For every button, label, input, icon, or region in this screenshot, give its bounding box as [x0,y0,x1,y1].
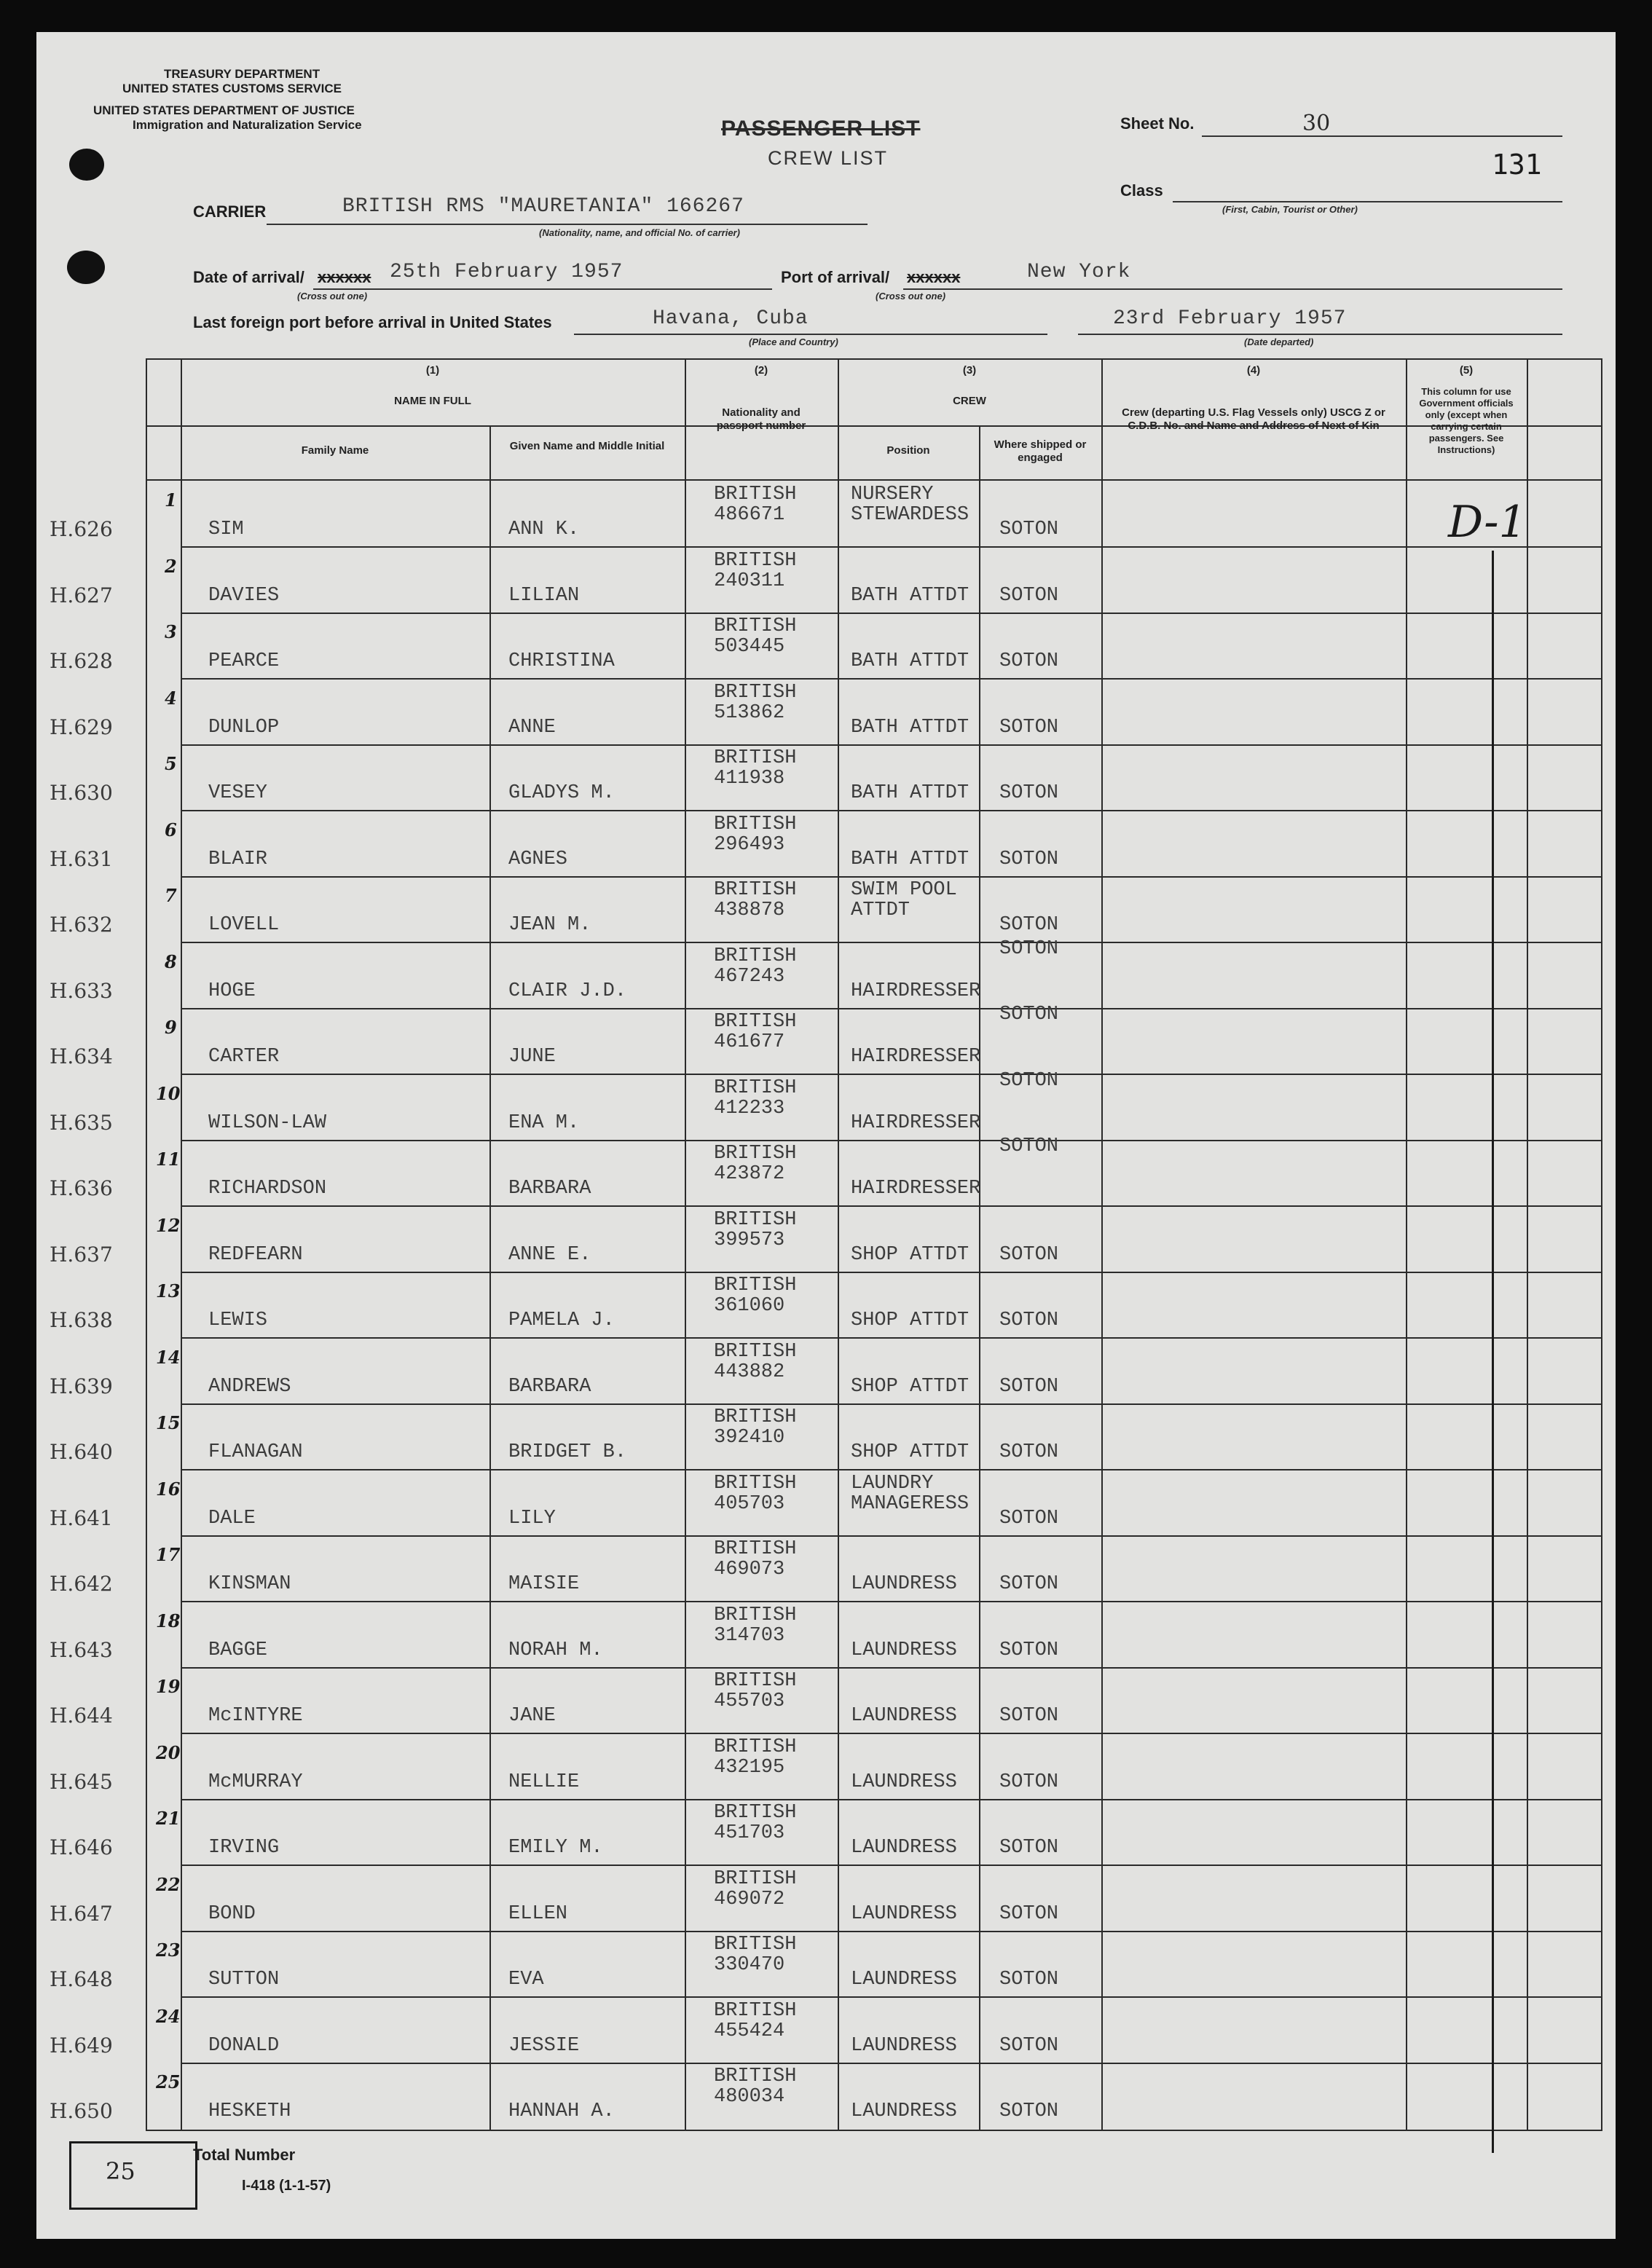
family-name: VESEY [208,782,268,805]
port-value: New York [1027,261,1131,283]
row-reference: H.632 [50,913,113,937]
given-name: LILY [508,1507,556,1529]
given-name: BRIDGET B. [508,1441,627,1464]
col3-title: CREW [953,395,986,407]
passport-number: 467243 [714,965,785,988]
family-name: FLANAGAN [208,1441,303,1464]
agency-line: UNITED STATES DEPARTMENT OF JUSTICE [93,103,355,117]
col1-title: NAME IN FULL [394,395,471,407]
position: LAUNDRESS [851,1837,957,1859]
total-value: 25 [106,2157,135,2185]
nationality: BRITISH [714,1999,797,2022]
family-name: DUNLOP [208,716,280,739]
given-name: EVA [508,1969,544,1991]
passport-number: 412233 [714,1097,785,1119]
given-name: ANNE [508,716,556,739]
where-shipped: SOTON [999,914,1059,937]
row-divider [181,1667,1601,1669]
row-divider [181,1535,1601,1537]
family-name: SIM [208,519,244,541]
family-name: McINTYRE [208,1705,303,1728]
last-port-hint: (Place and Country) [749,336,838,347]
position: SHOP ATTDT [851,1441,969,1464]
given-name: MAISIE [508,1573,580,1596]
row-reference: H.626 [50,517,113,542]
row-reference: H.638 [50,1308,113,1333]
agency-line: Immigration and Naturalization Service [133,118,362,132]
where-shipped: SOTON [999,584,1059,607]
row-reference: H.645 [50,1769,113,1794]
agency-line: UNITED STATES CUSTOMS SERVICE [122,82,342,95]
row-number: 18 [156,1610,181,1631]
col3-number: (3) [962,364,977,377]
position: BATH ATTDT [851,584,969,607]
position: BATH ATTDT [851,716,969,739]
row-divider [181,1337,1601,1339]
row-divider [181,1996,1601,1998]
position-line1: SWIM POOL [851,879,957,902]
given-name: ENA M. [508,1111,580,1134]
family-name: KINSMAN [208,1573,291,1596]
nationality: BRITISH [714,1538,797,1561]
row-number: 2 [165,555,177,577]
col2-number: (2) [754,364,768,377]
punch-hole-mark [67,251,105,284]
row-reference: H.642 [50,1572,113,1596]
nationality: BRITISH [714,1340,797,1363]
port-cross-hint: (Cross out one) [876,291,946,302]
col-where-shipped: Where shipped or engaged [994,438,1087,464]
class-hint: (First, Cabin, Tourist or Other) [1222,204,1358,215]
carrier-label: CARRIER [193,202,267,221]
row-divider [181,1733,1601,1734]
given-name: PAMELA J. [508,1310,615,1332]
form-title: CREW LIST [768,147,889,169]
col4-number: (4) [1246,364,1261,377]
row-reference: H.640 [50,1440,113,1465]
where-shipped: SOTON [999,937,1059,960]
where-shipped: SOTON [999,1639,1059,1661]
row-number: 9 [165,1017,177,1039]
arrival-date-value: 25th February 1957 [390,261,624,283]
given-name: GLADYS M. [508,782,615,805]
position: MANAGERESS [851,1492,969,1515]
row-reference: H.643 [50,1637,113,1662]
position: STEWARDESS [851,504,969,527]
family-name: DONALD [208,2034,280,2057]
where-shipped: SOTON [999,1507,1059,1529]
col-given-name: Given Name and Middle Initial [509,440,665,452]
where-shipped: SOTON [999,1135,1059,1158]
family-name: BOND [208,1902,256,1925]
passport-number: 443882 [714,1361,785,1383]
col5-number: (5) [1459,364,1474,377]
arrival-date-label: Date of arrival/ [193,268,304,286]
date-departed-value: 23rd February 1957 [1113,307,1347,330]
row-divider [181,1008,1601,1009]
passport-number: 330470 [714,1954,785,1977]
col4-title: Crew (departing U.S. Flag Vessels only) USCG Z or C.D.B. No. and Name and Address of Next of Kin [1122,406,1385,432]
family-name: SUTTON [208,1969,280,1991]
family-name: REDFEARN [208,1243,303,1266]
passport-number: 513862 [714,701,785,724]
row-reference: H.648 [50,1967,113,1992]
position: HAIRDRESSER [851,1178,981,1200]
passport-number: 486671 [714,504,785,527]
sheet-label: Sheet No. [1120,114,1195,133]
nationality: BRITISH [714,1406,797,1429]
passport-number: 392410 [714,1427,785,1449]
family-name: McMURRAY [208,1771,303,1793]
position: HAIRDRESSER [851,1111,981,1134]
row-divider [181,876,1601,878]
row-reference: H.639 [50,1374,113,1398]
family-name: CARTER [208,1046,280,1068]
where-shipped: SOTON [999,1969,1059,1991]
row-reference: H.630 [50,781,113,806]
annotation-d1: D-1 [1448,497,1527,548]
row-reference: H.634 [50,1044,113,1069]
row-divider [181,1140,1601,1141]
passport-number: 438878 [714,899,785,922]
where-shipped: SOTON [999,650,1059,673]
class-label: Class [1120,181,1163,200]
where-shipped: SOTON [999,716,1059,739]
nationality: BRITISH [714,1802,797,1824]
where-shipped: SOTON [999,1243,1059,1266]
row-reference: H.629 [50,714,113,739]
row-number: 20 [156,1741,181,1763]
col-family-name: Family Name [301,444,369,457]
given-name: ANN K. [508,519,580,541]
given-name: EMILY M. [508,1837,603,1859]
where-shipped: SOTON [999,1069,1059,1092]
family-name: BAGGE [208,1639,268,1661]
row-divider [181,1865,1601,1866]
where-shipped: SOTON [999,848,1059,870]
where-shipped: SOTON [999,1441,1059,1464]
row-divider [181,1074,1601,1075]
given-name: JUNE [508,1046,556,1068]
passport-number: 451703 [714,1822,785,1845]
nationality: BRITISH [714,1275,797,1297]
where-shipped: SOTON [999,1310,1059,1332]
position: LAUNDRESS [851,2100,957,2122]
row-divider [181,810,1601,811]
position: SHOP ATTDT [851,1375,969,1398]
nationality: BRITISH [714,1736,797,1758]
passport-number: 480034 [714,2086,785,2108]
where-shipped: SOTON [999,2034,1059,2057]
passport-number: 503445 [714,636,785,658]
port-label: Port of arrival/ [781,268,890,286]
where-shipped: SOTON [999,2100,1059,2122]
where-shipped: SOTON [999,1705,1059,1728]
position: LAUNDRESS [851,1969,957,1991]
where-shipped: SOTON [999,1375,1059,1398]
last-port-label: Last foreign port before arrival in United States [193,313,552,331]
family-name: LEWIS [208,1310,268,1332]
position: HAIRDRESSER [851,1046,981,1068]
row-reference: H.650 [50,2099,113,2123]
row-number: 13 [156,1280,181,1302]
agency-line: TREASURY DEPARTMENT [164,67,320,81]
where-shipped: SOTON [999,782,1059,805]
position: LAUNDRESS [851,1639,957,1661]
arrival-date-struck: xxxxxx [318,268,371,286]
row-divider [181,546,1601,548]
position: LAUNDRESS [851,1902,957,1925]
nationality: BRITISH [714,1934,797,1956]
given-name: BARBARA [508,1178,591,1200]
col1-number: (1) [425,364,440,377]
passport-number: 399573 [714,1229,785,1251]
row-number: 6 [165,819,177,840]
family-name: ANDREWS [208,1375,291,1398]
row-divider [181,1601,1601,1602]
family-name: IRVING [208,1837,280,1859]
given-name: HANNAH A. [508,2100,615,2122]
given-name: ELLEN [508,1902,568,1925]
where-shipped: SOTON [999,1004,1059,1026]
nationality: BRITISH [714,1670,797,1693]
last-port-value: Havana, Cuba [653,307,809,330]
row-divider [181,1799,1601,1800]
given-name: ANNE E. [508,1243,591,1266]
row-number: 14 [156,1346,181,1368]
row-number: 16 [156,1478,181,1500]
col-position: Position [886,444,930,457]
passport-number: 240311 [714,570,785,592]
passport-number: 461677 [714,1031,785,1054]
row-number: 23 [156,1940,181,1961]
row-divider [181,678,1601,680]
position: LAUNDRESS [851,2034,957,2057]
where-shipped: SOTON [999,1573,1059,1596]
position: SHOP ATTDT [851,1310,969,1332]
nationality: BRITISH [714,681,797,704]
position-line1: NURSERY [851,484,934,506]
given-name: BARBARA [508,1375,591,1398]
row-number: 7 [165,885,177,907]
punch-hole-mark [69,149,104,181]
given-name: JANE [508,1705,556,1728]
passport-number: 455424 [714,2020,785,2042]
row-number: 5 [165,753,177,775]
position: BATH ATTDT [851,782,969,805]
given-name: AGNES [508,848,568,870]
nationality: BRITISH [714,1076,797,1099]
nationality: BRITISH [714,1208,797,1231]
row-number: 12 [156,1214,181,1236]
nationality: BRITISH [714,747,797,770]
row-number: 1 [165,489,177,511]
passport-number: 423872 [714,1163,785,1186]
given-name: JEAN M. [508,914,591,937]
family-name: HESKETH [208,2100,291,2122]
row-reference: H.631 [50,846,113,871]
row-number: 25 [156,2071,181,2092]
port-struck: xxxxxx [907,268,961,286]
position-line1: LAUNDRY [851,1472,934,1495]
row-number: 21 [156,1808,181,1830]
nationality: BRITISH [714,484,797,506]
family-name: RICHARDSON [208,1178,327,1200]
position: LAUNDRESS [851,1705,957,1728]
nationality: BRITISH [714,1867,797,1890]
nationality: BRITISH [714,879,797,902]
row-reference: H.635 [50,1110,113,1135]
family-name: LOVELL [208,914,280,937]
col5-title: This column for use Government officials only (except when carrying certain passengers. See Instructions) [1419,386,1514,455]
row-divider [181,1931,1601,1932]
passport-number: 469072 [714,1888,785,1910]
passport-number: 469073 [714,1559,785,1581]
where-shipped: SOTON [999,1771,1059,1793]
row-number: 10 [156,1082,181,1104]
row-divider [181,942,1601,943]
form-title-struck: PASSENGER LIST [721,117,921,141]
position: BATH ATTDT [851,650,969,673]
row-number: 15 [156,1412,181,1434]
nationality: BRITISH [714,1011,797,1033]
passport-number: 314703 [714,1624,785,1647]
row-reference: H.633 [50,978,113,1003]
nationality: BRITISH [714,2066,797,2087]
family-name: WILSON-LAW [208,1111,327,1134]
position: BATH ATTDT [851,848,969,870]
row-number: 24 [156,2005,181,2027]
row-divider [181,1205,1601,1207]
row-divider [181,1272,1601,1273]
where-shipped: SOTON [999,519,1059,541]
row-divider [181,2063,1601,2064]
where-shipped: SOTON [999,1837,1059,1859]
row-number: 19 [156,1676,181,1698]
arrival-cross-hint: (Cross out one) [297,291,368,302]
family-name: DALE [208,1507,256,1529]
row-divider [181,1469,1601,1470]
form-code: I-418 (1-1-57) [242,2178,331,2194]
row-number: 17 [156,1544,181,1566]
row-reference: H.637 [50,1242,113,1267]
page-number: 131 [1492,149,1542,181]
row-number: 11 [156,1149,181,1170]
given-name: NELLIE [508,1771,580,1793]
row-number: 4 [165,687,177,709]
position: ATTDT [851,899,910,922]
row-reference: H.628 [50,649,113,674]
nationality: BRITISH [714,615,797,638]
row-divider [181,613,1601,614]
nationality: BRITISH [714,1604,797,1626]
row-number: 3 [165,621,177,643]
nationality: BRITISH [714,549,797,572]
where-shipped: SOTON [999,1902,1059,1925]
passport-number: 296493 [714,833,785,856]
position: LAUNDRESS [851,1573,957,1596]
family-name: HOGE [208,980,256,1002]
nationality: BRITISH [714,813,797,835]
nationality: BRITISH [714,1143,797,1165]
row-divider [181,1403,1601,1405]
given-name: CLAIR J.D. [508,980,627,1002]
row-reference: H.641 [50,1505,113,1530]
given-name: NORAH M. [508,1639,603,1661]
row-reference: H.644 [50,1704,113,1728]
total-label: Total Number [193,2146,296,2164]
family-name: DAVIES [208,584,280,607]
row-number: 22 [156,1873,181,1895]
row-divider [181,744,1601,746]
row-reference: H.649 [50,2033,113,2058]
date-departed-hint: (Date departed) [1244,336,1314,347]
row-reference: H.647 [50,1901,113,1926]
position: HAIRDRESSER [851,980,981,1002]
passport-number: 361060 [714,1295,785,1318]
passport-number: 405703 [714,1492,785,1515]
given-name: CHRISTINA [508,650,615,673]
col2-title: Nationality and passport number [716,406,806,432]
position: LAUNDRESS [851,1771,957,1793]
carrier-hint: (Nationality, name, and official No. of carrier) [539,227,740,238]
nationality: BRITISH [714,945,797,967]
nationality: BRITISH [714,1472,797,1495]
passport-number: 411938 [714,768,785,790]
sheet-number: 30 [1302,111,1331,136]
passport-number: 455703 [714,1690,785,1713]
row-number: 8 [165,950,177,972]
family-name: BLAIR [208,848,268,870]
crew-list-form [36,32,1616,2239]
given-name: LILIAN [508,584,580,607]
row-reference: H.627 [50,583,113,607]
row-reference: H.646 [50,1835,113,1860]
position: SHOP ATTDT [851,1243,969,1266]
family-name: PEARCE [208,650,280,673]
given-name: JESSIE [508,2034,580,2057]
passport-number: 432195 [714,1756,785,1779]
row-reference: H.636 [50,1176,113,1201]
carrier-value: BRITISH RMS "MAURETANIA" 166267 [342,195,744,218]
